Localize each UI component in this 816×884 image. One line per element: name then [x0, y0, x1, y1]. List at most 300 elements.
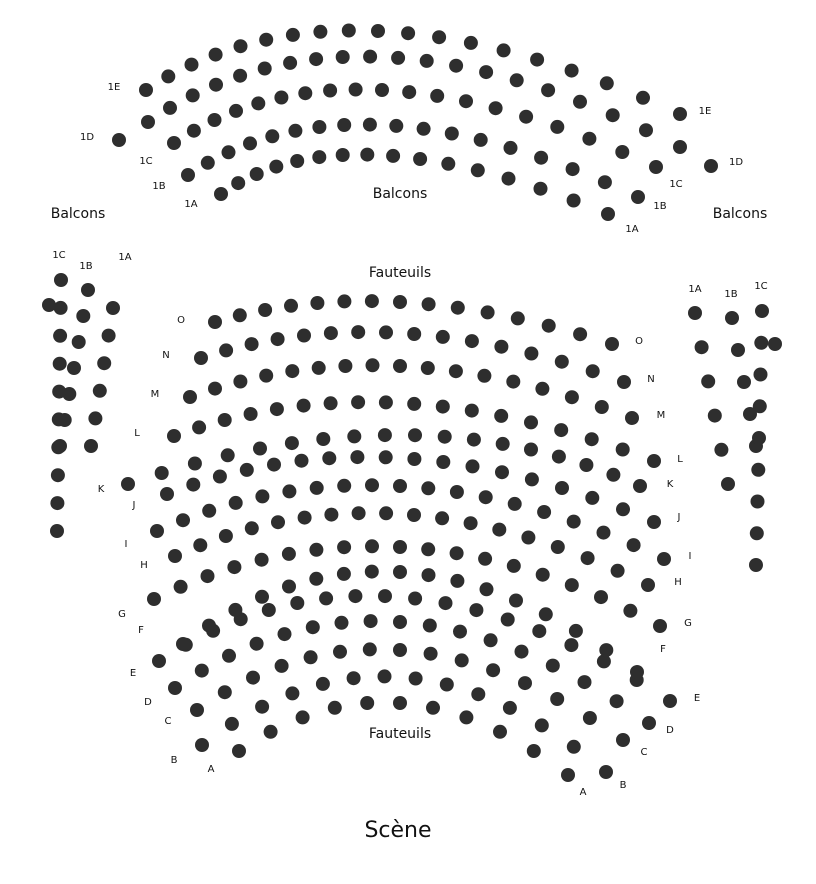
orchestra-seat[interactable] [477, 369, 491, 383]
orchestra-seat[interactable] [440, 678, 454, 692]
orchestra-seat[interactable] [527, 744, 541, 758]
orchestra-seat[interactable] [424, 647, 438, 661]
orchestra-seat[interactable] [333, 645, 347, 659]
orchestra-seat[interactable] [270, 402, 284, 416]
orchestra-seat[interactable] [627, 538, 641, 552]
orchestra-seat[interactable] [347, 429, 361, 443]
side-seat[interactable] [50, 496, 64, 510]
orchestra-seat[interactable] [297, 329, 311, 343]
balcony-seat[interactable] [449, 59, 463, 73]
orchestra-seat[interactable] [393, 615, 407, 629]
orchestra-seat[interactable] [579, 458, 593, 472]
orchestra-seat[interactable] [393, 540, 407, 554]
orchestra-seat[interactable] [539, 607, 553, 621]
orchestra-seat[interactable] [295, 454, 309, 468]
balcony-seat[interactable] [336, 50, 350, 64]
balcony-seat[interactable] [181, 168, 195, 182]
orchestra-seat[interactable] [240, 463, 254, 477]
balcony-seat[interactable] [290, 154, 304, 168]
balcony-seat[interactable] [283, 56, 297, 70]
orchestra-seat[interactable] [546, 659, 560, 673]
balcony-seat[interactable] [673, 107, 687, 121]
orchestra-seat[interactable] [641, 578, 655, 592]
balcony-seat[interactable] [389, 119, 403, 133]
orchestra-seat[interactable] [233, 308, 247, 322]
orchestra-seat[interactable] [218, 685, 232, 699]
balcony-seat[interactable] [141, 115, 155, 129]
orchestra-seat[interactable] [351, 395, 365, 409]
orchestra-seat[interactable] [583, 711, 597, 725]
orchestra-seat[interactable] [219, 343, 233, 357]
orchestra-seat[interactable] [642, 716, 656, 730]
orchestra-seat[interactable] [285, 436, 299, 450]
side-seat[interactable] [52, 385, 66, 399]
balcony-seat[interactable] [510, 73, 524, 87]
orchestra-seat[interactable] [630, 665, 644, 679]
side-seat[interactable] [753, 399, 767, 413]
orchestra-seat[interactable] [436, 400, 450, 414]
orchestra-seat[interactable] [379, 395, 393, 409]
balcony-seat[interactable] [288, 124, 302, 138]
balcony-seat[interactable] [464, 36, 478, 50]
balcony-seat[interactable] [186, 88, 200, 102]
balcony-seat[interactable] [541, 83, 555, 97]
balcony-seat[interactable] [201, 156, 215, 170]
orchestra-seat[interactable] [465, 334, 479, 348]
orchestra-seat[interactable] [480, 582, 494, 596]
orchestra-seat[interactable] [202, 619, 216, 633]
balcony-seat[interactable] [606, 108, 620, 122]
balcony-seat[interactable] [497, 43, 511, 57]
balcony-seat[interactable] [185, 58, 199, 72]
orchestra-seat[interactable] [492, 523, 506, 537]
orchestra-seat[interactable] [219, 529, 233, 543]
balcony-seat[interactable] [313, 25, 327, 39]
orchestra-seat[interactable] [495, 465, 509, 479]
orchestra-seat[interactable] [393, 565, 407, 579]
orchestra-seat[interactable] [407, 397, 421, 411]
orchestra-seat[interactable] [567, 740, 581, 754]
orchestra-seat[interactable] [168, 549, 182, 563]
balcony-seat[interactable] [639, 123, 653, 137]
side-seat[interactable] [54, 273, 68, 287]
orchestra-seat[interactable] [298, 511, 312, 525]
balcony-seat[interactable] [417, 122, 431, 136]
orchestra-seat[interactable] [532, 624, 546, 638]
orchestra-seat[interactable] [253, 442, 267, 456]
balcony-seat[interactable] [269, 160, 283, 174]
balcony-seat[interactable] [441, 157, 455, 171]
balcony-seat[interactable] [323, 84, 337, 98]
balcony-seat[interactable] [401, 26, 415, 40]
orchestra-seat[interactable] [271, 515, 285, 529]
orchestra-seat[interactable] [653, 619, 667, 633]
orchestra-seat[interactable] [174, 580, 188, 594]
orchestra-seat[interactable] [518, 676, 532, 690]
orchestra-seat[interactable] [623, 604, 637, 618]
side-seat[interactable] [88, 411, 102, 425]
orchestra-seat[interactable] [508, 497, 522, 511]
orchestra-seat[interactable] [421, 542, 435, 556]
balcony-seat[interactable] [259, 33, 273, 47]
orchestra-seat[interactable] [479, 490, 493, 504]
orchestra-seat[interactable] [322, 451, 336, 465]
orchestra-seat[interactable] [290, 596, 304, 610]
orchestra-seat[interactable] [213, 470, 227, 484]
side-seat[interactable] [714, 443, 728, 457]
orchestra-seat[interactable] [611, 564, 625, 578]
balcony-seat[interactable] [214, 187, 228, 201]
balcony-seat[interactable] [161, 69, 175, 83]
balcony-seat[interactable] [371, 24, 385, 38]
orchestra-seat[interactable] [271, 332, 285, 346]
orchestra-seat[interactable] [494, 340, 508, 354]
orchestra-seat[interactable] [599, 765, 613, 779]
balcony-seat[interactable] [375, 83, 389, 97]
balcony-seat[interactable] [402, 85, 416, 99]
orchestra-seat[interactable] [524, 347, 538, 361]
balcony-seat[interactable] [471, 163, 485, 177]
side-seat[interactable] [768, 337, 782, 351]
orchestra-seat[interactable] [312, 361, 326, 375]
orchestra-seat[interactable] [478, 552, 492, 566]
balcony-seat[interactable] [112, 133, 126, 147]
orchestra-seat[interactable] [565, 390, 579, 404]
balcony-seat[interactable] [309, 52, 323, 66]
orchestra-seat[interactable] [337, 540, 351, 554]
orchestra-seat[interactable] [221, 448, 235, 462]
orchestra-seat[interactable] [436, 330, 450, 344]
balcony-seat[interactable] [519, 110, 533, 124]
orchestra-seat[interactable] [506, 375, 520, 389]
orchestra-seat[interactable] [422, 297, 436, 311]
balcony-seat[interactable] [209, 78, 223, 92]
orchestra-seat[interactable] [585, 432, 599, 446]
balcony-seat[interactable] [209, 48, 223, 62]
side-seat[interactable] [51, 468, 65, 482]
balcony-seat[interactable] [582, 132, 596, 146]
orchestra-seat[interactable] [255, 489, 269, 503]
side-seat[interactable] [725, 311, 739, 325]
orchestra-seat[interactable] [193, 538, 207, 552]
orchestra-seat[interactable] [450, 546, 464, 560]
orchestra-seat[interactable] [496, 437, 510, 451]
balcony-seat[interactable] [489, 101, 503, 115]
orchestra-seat[interactable] [524, 415, 538, 429]
orchestra-seat[interactable] [365, 294, 379, 308]
orchestra-seat[interactable] [150, 524, 164, 538]
orchestra-seat[interactable] [306, 620, 320, 634]
orchestra-seat[interactable] [515, 645, 529, 659]
orchestra-seat[interactable] [350, 450, 364, 464]
side-seat[interactable] [688, 306, 702, 320]
side-seat[interactable] [50, 524, 64, 538]
orchestra-seat[interactable] [282, 484, 296, 498]
orchestra-seat[interactable] [493, 725, 507, 739]
side-seat[interactable] [53, 357, 67, 371]
orchestra-seat[interactable] [227, 560, 241, 574]
balcony-seat[interactable] [274, 91, 288, 105]
orchestra-seat[interactable] [393, 479, 407, 493]
orchestra-seat[interactable] [335, 616, 349, 630]
orchestra-seat[interactable] [449, 364, 463, 378]
orchestra-seat[interactable] [282, 580, 296, 594]
balcony-seat[interactable] [250, 167, 264, 181]
side-seat[interactable] [737, 375, 751, 389]
orchestra-seat[interactable] [555, 481, 569, 495]
orchestra-seat[interactable] [451, 301, 465, 315]
orchestra-seat[interactable] [378, 669, 392, 683]
orchestra-seat[interactable] [168, 681, 182, 695]
orchestra-seat[interactable] [147, 592, 161, 606]
orchestra-seat[interactable] [218, 413, 232, 427]
balcony-seat[interactable] [534, 182, 548, 196]
orchestra-seat[interactable] [337, 294, 351, 308]
orchestra-seat[interactable] [525, 472, 539, 486]
orchestra-seat[interactable] [450, 485, 464, 499]
orchestra-seat[interactable] [573, 327, 587, 341]
orchestra-seat[interactable] [176, 513, 190, 527]
orchestra-seat[interactable] [436, 455, 450, 469]
balcony-seat[interactable] [601, 207, 615, 221]
orchestra-seat[interactable] [610, 694, 624, 708]
orchestra-seat[interactable] [348, 589, 362, 603]
orchestra-seat[interactable] [439, 596, 453, 610]
orchestra-seat[interactable] [552, 450, 566, 464]
orchestra-seat[interactable] [423, 619, 437, 633]
balcony-seat[interactable] [502, 172, 516, 186]
balcony-seat[interactable] [187, 124, 201, 138]
orchestra-seat[interactable] [438, 430, 452, 444]
orchestra-seat[interactable] [459, 710, 473, 724]
balcony-seat[interactable] [567, 194, 581, 208]
side-seat[interactable] [751, 495, 765, 509]
orchestra-seat[interactable] [222, 649, 236, 663]
orchestra-seat[interactable] [233, 375, 247, 389]
balcony-seat[interactable] [349, 83, 363, 97]
orchestra-seat[interactable] [464, 516, 478, 530]
orchestra-seat[interactable] [586, 364, 600, 378]
orchestra-seat[interactable] [255, 700, 269, 714]
orchestra-seat[interactable] [585, 491, 599, 505]
orchestra-seat[interactable] [324, 396, 338, 410]
orchestra-seat[interactable] [599, 643, 613, 657]
side-seat[interactable] [84, 439, 98, 453]
balcony-seat[interactable] [336, 148, 350, 162]
balcony-seat[interactable] [208, 113, 222, 127]
orchestra-seat[interactable] [453, 625, 467, 639]
orchestra-seat[interactable] [225, 717, 239, 731]
balcony-seat[interactable] [673, 140, 687, 154]
orchestra-seat[interactable] [202, 504, 216, 518]
orchestra-seat[interactable] [309, 543, 323, 557]
orchestra-seat[interactable] [285, 686, 299, 700]
orchestra-seat[interactable] [195, 664, 209, 678]
orchestra-seat[interactable] [258, 303, 272, 317]
orchestra-seat[interactable] [465, 404, 479, 418]
orchestra-seat[interactable] [250, 637, 264, 651]
side-seat[interactable] [102, 329, 116, 343]
orchestra-seat[interactable] [581, 551, 595, 565]
balcony-seat[interactable] [229, 104, 243, 118]
orchestra-seat[interactable] [186, 478, 200, 492]
orchestra-seat[interactable] [524, 443, 538, 457]
orchestra-seat[interactable] [407, 452, 421, 466]
balcony-seat[interactable] [265, 129, 279, 143]
orchestra-seat[interactable] [347, 671, 361, 685]
balcony-seat[interactable] [420, 54, 434, 68]
orchestra-seat[interactable] [455, 653, 469, 667]
orchestra-seat[interactable] [657, 552, 671, 566]
orchestra-seat[interactable] [617, 375, 631, 389]
orchestra-seat[interactable] [365, 478, 379, 492]
orchestra-seat[interactable] [393, 359, 407, 373]
balcony-seat[interactable] [312, 150, 326, 164]
balcony-seat[interactable] [636, 91, 650, 105]
orchestra-seat[interactable] [282, 547, 296, 561]
orchestra-seat[interactable] [567, 515, 581, 529]
orchestra-seat[interactable] [285, 364, 299, 378]
side-seat[interactable] [749, 558, 763, 572]
side-seat[interactable] [701, 374, 715, 388]
orchestra-seat[interactable] [379, 325, 393, 339]
orchestra-seat[interactable] [379, 450, 393, 464]
orchestra-seat[interactable] [360, 696, 374, 710]
balcony-seat[interactable] [386, 149, 400, 163]
orchestra-seat[interactable] [605, 337, 619, 351]
orchestra-seat[interactable] [554, 423, 568, 437]
orchestra-seat[interactable] [255, 553, 269, 567]
orchestra-seat[interactable] [324, 508, 338, 522]
orchestra-seat[interactable] [509, 594, 523, 608]
side-seat[interactable] [755, 304, 769, 318]
orchestra-seat[interactable] [324, 326, 338, 340]
balcony-seat[interactable] [233, 69, 247, 83]
balcony-seat[interactable] [363, 50, 377, 64]
orchestra-seat[interactable] [316, 432, 330, 446]
balcony-seat[interactable] [251, 96, 265, 110]
orchestra-seat[interactable] [471, 687, 485, 701]
orchestra-seat[interactable] [245, 337, 259, 351]
orchestra-seat[interactable] [245, 521, 259, 535]
orchestra-seat[interactable] [537, 505, 551, 519]
balcony-seat[interactable] [649, 160, 663, 174]
orchestra-seat[interactable] [337, 479, 351, 493]
balcony-seat[interactable] [342, 24, 356, 38]
orchestra-seat[interactable] [484, 633, 498, 647]
orchestra-seat[interactable] [647, 454, 661, 468]
orchestra-seat[interactable] [192, 420, 206, 434]
orchestra-seat[interactable] [275, 659, 289, 673]
orchestra-seat[interactable] [481, 305, 495, 319]
balcony-seat[interactable] [258, 62, 272, 76]
orchestra-seat[interactable] [435, 511, 449, 525]
orchestra-seat[interactable] [564, 638, 578, 652]
side-seat[interactable] [754, 336, 768, 350]
side-seat[interactable] [76, 309, 90, 323]
orchestra-seat[interactable] [208, 315, 222, 329]
side-seat[interactable] [731, 343, 745, 357]
orchestra-seat[interactable] [328, 701, 342, 715]
orchestra-seat[interactable] [421, 361, 435, 375]
orchestra-seat[interactable] [190, 703, 204, 717]
orchestra-seat[interactable] [551, 540, 565, 554]
side-seat[interactable] [750, 526, 764, 540]
balcony-seat[interactable] [243, 136, 257, 150]
balcony-seat[interactable] [391, 51, 405, 65]
orchestra-seat[interactable] [407, 508, 421, 522]
balcony-seat[interactable] [600, 76, 614, 90]
orchestra-seat[interactable] [337, 567, 351, 581]
orchestra-seat[interactable] [194, 351, 208, 365]
balcony-seat[interactable] [631, 190, 645, 204]
orchestra-seat[interactable] [365, 565, 379, 579]
orchestra-seat[interactable] [316, 677, 330, 691]
orchestra-seat[interactable] [647, 515, 661, 529]
side-seat[interactable] [81, 283, 95, 297]
orchestra-seat[interactable] [363, 642, 377, 656]
orchestra-seat[interactable] [284, 299, 298, 313]
balcony-seat[interactable] [298, 86, 312, 100]
orchestra-seat[interactable] [246, 671, 260, 685]
balcony-seat[interactable] [139, 83, 153, 97]
balcony-seat[interactable] [432, 30, 446, 44]
orchestra-seat[interactable] [176, 637, 190, 651]
balcony-seat[interactable] [534, 151, 548, 165]
orchestra-seat[interactable] [521, 531, 535, 545]
orchestra-seat[interactable] [616, 502, 630, 516]
orchestra-seat[interactable] [351, 325, 365, 339]
orchestra-seat[interactable] [160, 487, 174, 501]
orchestra-seat[interactable] [633, 479, 647, 493]
balcony-seat[interactable] [360, 148, 374, 162]
orchestra-seat[interactable] [511, 311, 525, 325]
orchestra-seat[interactable] [229, 496, 243, 510]
orchestra-seat[interactable] [597, 526, 611, 540]
orchestra-seat[interactable] [486, 663, 500, 677]
balcony-seat[interactable] [413, 152, 427, 166]
orchestra-seat[interactable] [594, 590, 608, 604]
orchestra-seat[interactable] [264, 725, 278, 739]
orchestra-seat[interactable] [542, 319, 556, 333]
balcony-seat[interactable] [363, 118, 377, 132]
balcony-seat[interactable] [573, 95, 587, 109]
orchestra-seat[interactable] [550, 692, 564, 706]
side-seat[interactable] [97, 356, 111, 370]
orchestra-seat[interactable] [195, 738, 209, 752]
orchestra-seat[interactable] [183, 390, 197, 404]
side-seat[interactable] [754, 368, 768, 382]
side-seat[interactable] [67, 361, 81, 375]
balcony-seat[interactable] [565, 64, 579, 78]
orchestra-seat[interactable] [561, 768, 575, 782]
balcony-seat[interactable] [459, 94, 473, 108]
balcony-seat[interactable] [234, 39, 248, 53]
side-seat[interactable] [721, 477, 735, 491]
orchestra-seat[interactable] [409, 672, 423, 686]
orchestra-seat[interactable] [393, 696, 407, 710]
balcony-seat[interactable] [445, 127, 459, 141]
orchestra-seat[interactable] [228, 603, 242, 617]
orchestra-seat[interactable] [338, 359, 352, 373]
orchestra-seat[interactable] [535, 718, 549, 732]
orchestra-seat[interactable] [259, 369, 273, 383]
side-seat[interactable] [72, 335, 86, 349]
orchestra-seat[interactable] [535, 382, 549, 396]
orchestra-seat[interactable] [595, 400, 609, 414]
orchestra-seat[interactable] [188, 457, 202, 471]
balcony-seat[interactable] [598, 175, 612, 189]
